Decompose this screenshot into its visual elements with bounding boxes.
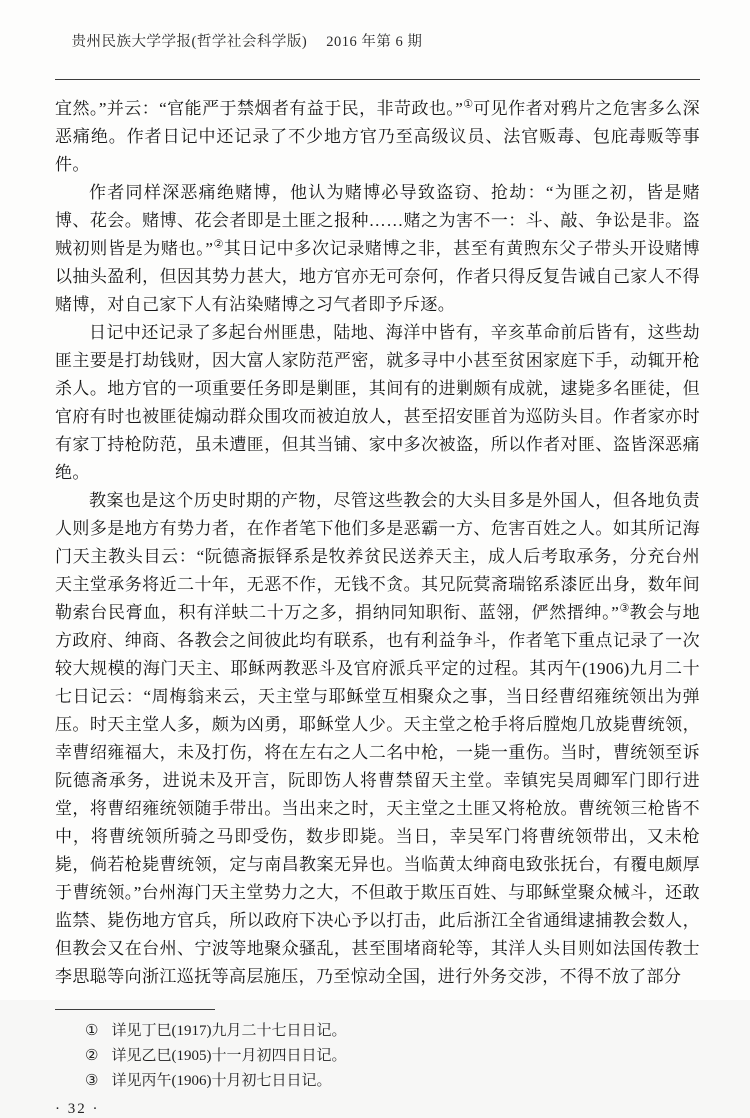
footnote-reference-marker: ① <box>463 98 474 111</box>
paragraph-opium: 宜然。”并云：“官能严于禁烟者有益于民，非苛政也。”①可见作者对鸦片之危害多么深恶痛绝。作者日记中还记录了不少地方官乃至高级议员、法官贩毒、包庇毒贩等事件。 <box>55 98 700 174</box>
footnote-3-text: 详见丙午(1906)十月初七日日记。 <box>111 1073 332 1089</box>
footnote-divider <box>55 1009 215 1010</box>
footnote-2-number: ② <box>85 1048 99 1064</box>
article-body <box>55 95 700 991</box>
footnote-3-number: ③ <box>85 1073 99 1089</box>
page-number: · 32 · <box>55 1101 100 1117</box>
journal-title-and-issue: 贵州民族大学学报(哲学社会科学版) 2016 年第 6 期 <box>71 34 423 50</box>
running-header <box>55 12 700 80</box>
footnote-1-text: 详见丁巳(1917)九月二十七日日记。 <box>111 1023 347 1039</box>
footnote-reference-marker: ③ <box>619 602 630 615</box>
footnote-1-number: ① <box>85 1023 99 1039</box>
paragraph-gambling: 作者同样深恶痛绝赌博，他认为赌博必导致盗窃、抢劫：“为匪之初，皆是赌博、花会。赌博、花会者即是土匪之报种……赌之为害不一：斗、敲、争讼是非。盗贼初则皆是为赌也。”②其日记中多次记录赌博之非，甚至有黄煦东父子带头开设赌博以抽头盈利，但因其势力甚大，地方官亦无可奈何，作者只得反复告诫自己家人不得赌博，对自己家下人有沾染赌博之习气者即予斥逐。 <box>55 183 700 314</box>
paragraph-missionary-cases: 教案也是这个历史时期的产物，尽管这些教会的大头目多是外国人，但各地负责人则多是地方有势力者，在作者笔下他们多是恶霸一方、危害百姓之人。如其所记海门天主教头目云：“阮德斋振铎系是牧养贫民送养天主，成人后考取承务，分充台州天主堂承务将近二十年，无恶不作，无钱不贪。其兄阮蓂斋瑞铭系漆匠出身，数年间勒索台民膏血，积有洋蚨二十万之多，捐纳同知职衔、蓝翎，俨然搢绅。”③教会与地方政府、绅商、各教会之间彼此均有联系，也有利益争斗，作者笔下重点记录了一次较大规模的海门天主、耶稣两教恶斗及官府派兵平定的过程。其丙午(1906)九月二十七日记云：“周梅翁来云，天主堂与耶稣堂互相聚众之事，当日经曹绍雍统领出为弹压。时天主堂人多，颇为凶勇，耶稣堂人少。天主堂之枪手将后膛炮几放毙曹统领，幸曹绍雍福大，未及打伤，将在左右之人二名中枪，一毙一重伤。当时，曹统领至诉阮德斋承务，进说未及开言，阮即饬人将曹禁留天主堂。幸镇宪吴周卿军门即行进堂，将曹绍雍统领随手带出。当出来之时，天主堂之土匪又将枪放。曹统领三枪皆不中，将曹统领所骑之马即受伤，数步即毙。当日，幸吴军门将曹统领带出，又未枪毙，倘若枪毙曹统领，定与南昌教案无异也。当临黄太绅商电致张抚台，有覆电颇厚于曹统领。”台州海门天主堂势力之大，不但敢于欺压百姓、与耶稣堂聚众械斗，还敢监禁、毙伤地方官兵，所以政府下决心予以打击，此后浙江全省通缉逮捕教会数人，但教会又在台州、宁波等地聚众骚乱，甚至围堵商轮等，其洋人头目则如法国传教士李思聪等向浙江巡抚等高层施压，乃至惊动全国，进行外务交涉，不得不放了部分 <box>55 491 700 986</box>
paragraph-banditry: 日记中还记录了多起台州匪患，陆地、海洋中皆有，辛亥革命前后皆有，这些劫匪主要是打劫钱财，因大富人家防范严密，就多寻中小甚至贫困家庭下手，动辄开枪杀人。地方官的一项重要任务即是剿匪，其间有的进剿颇有成就，逮毙多名匪徒，但官府有时也被匪徒煽动群众围攻而被迫放人，甚至招安匪首为巡防头目。作者家亦时有家丁持枪防范，虽未遭匪，但其当铺、家中多次被盗，所以作者对匪、盗皆深恶痛绝。 <box>55 323 700 482</box>
footnote-2-text: 详见乙巳(1905)十一月初四日日记。 <box>111 1048 347 1064</box>
footnotes-block <box>55 1019 700 1094</box>
footnote-3 <box>85 1069 700 1094</box>
footnote-1 <box>85 1019 700 1044</box>
footnote-2 <box>85 1044 700 1069</box>
footnote-reference-marker: ② <box>213 238 224 251</box>
